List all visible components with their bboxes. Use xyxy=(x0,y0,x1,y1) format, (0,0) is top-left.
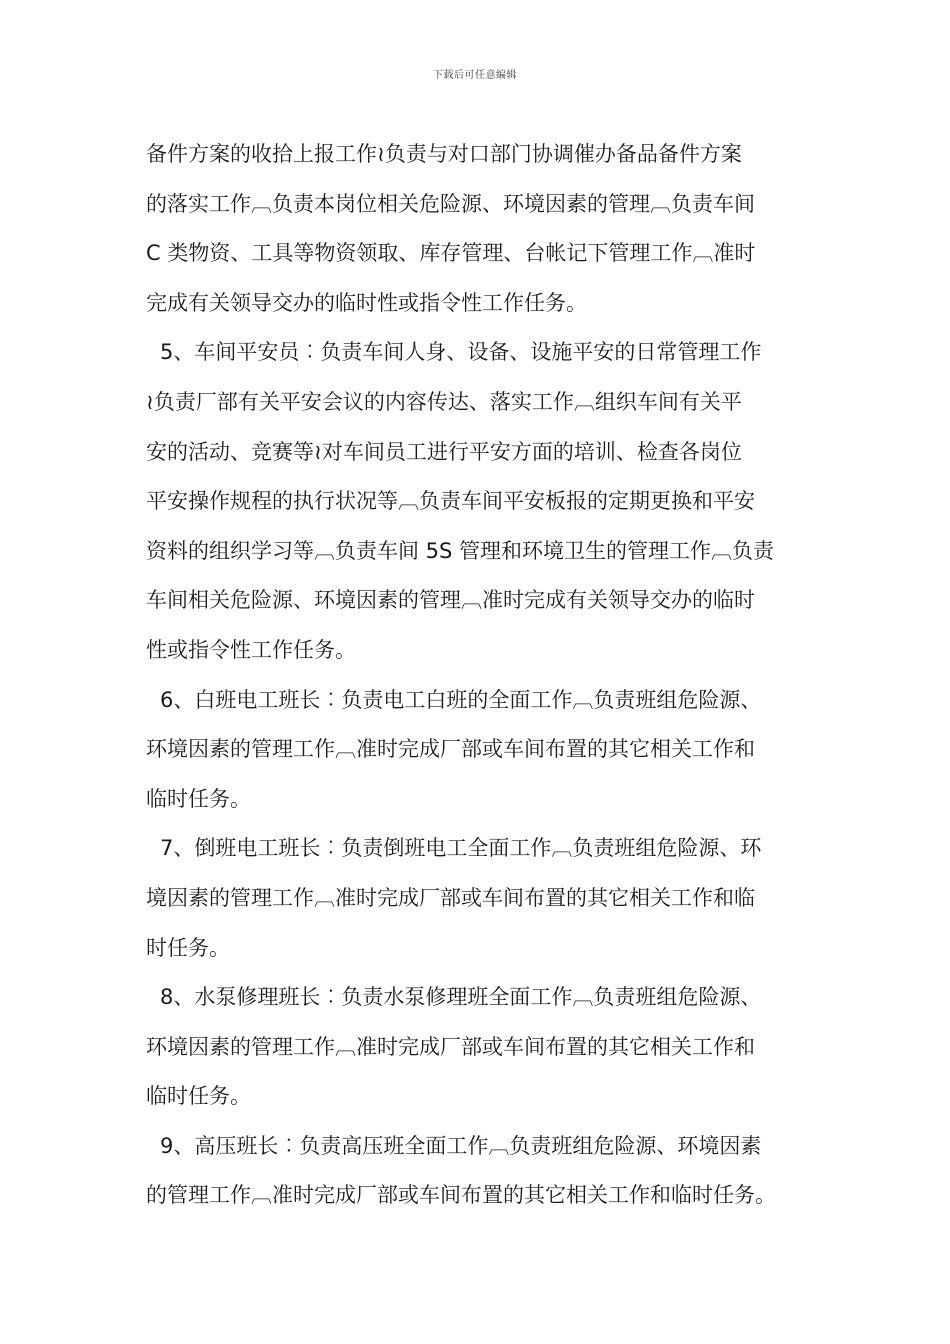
text-line: 临时任务。 xyxy=(146,1084,251,1109)
text-line: C 类物资、工具等物资领取、库存管理、台帐记下管理工作︹准时 xyxy=(146,241,756,266)
page-header: 下载后可任意编辑 xyxy=(433,70,517,81)
paragraph-9-start: 9、高压班长︰负责高压班全面工作︹负责班组危险源、环境因素 xyxy=(160,1133,762,1158)
paragraph-5-start: 5、车间平安员︰负责车间人身、设备、设施平安的日常管理工作 xyxy=(160,340,762,365)
text-line: ≀负责厂部有关平安会议的内容传达、落实工作︹组织车间有关平 xyxy=(146,389,742,414)
paragraph-6-start: 6、白班电工班长︰负责电工白班的全面工作︹负责班组危险源、 xyxy=(160,687,762,712)
text-line: 完成有关领导交办的临时性或指令性工作任务。 xyxy=(146,290,587,315)
text-line: 性或指令性工作任务。 xyxy=(146,637,356,662)
document-body xyxy=(146,130,822,1221)
text-line: 境因素的管理工作︹准时完成厂部或车间布置的其它相关工作和临 xyxy=(146,885,755,910)
text-line: 环境因素的管理工作︹准时完成厂部或车间布置的其它相关工作和 xyxy=(146,1034,755,1059)
paragraph-8-start: 8、水泵修理班长︰负责水泵修理班全面工作︹负责班组危险源、 xyxy=(160,985,762,1010)
text-line: 平安操作规程的执行状况等︹负责车间平安板报的定期更换和平安 xyxy=(146,489,755,514)
text-line: 安的活动、竞赛等≀对车间员工进行平安方面的培训、检查各岗位 xyxy=(146,439,742,464)
text-line: 的落实工作︹负责本岗位相关危险源、环境因素的管理︹负责车间 xyxy=(146,191,755,216)
text-line: 资料的组织学习等︹负责车间 5S 管理和环境卫生的管理工作︹负责 xyxy=(146,538,775,563)
text-line: 车间相关危险源、环境因素的管理︹准时完成有关领导交办的临时 xyxy=(146,588,755,613)
paragraph-7-start: 7、倒班电工班长︰负责倒班电工全面工作︹负责班组危险源、环 xyxy=(160,836,762,861)
text-line: 时任务。 xyxy=(146,935,230,960)
text-line: 的管理工作︹准时完成厂部或车间布置的其它相关工作和临时任务。 xyxy=(146,1183,776,1208)
text-line: 环境因素的管理工作︹准时完成厂部或车间布置的其它相关工作和 xyxy=(146,737,755,762)
text-line: 备件方案的收拾上报工作≀负责与对口部门协调催办备品备件方案 xyxy=(146,142,742,166)
text-line: 临时任务。 xyxy=(146,786,251,811)
